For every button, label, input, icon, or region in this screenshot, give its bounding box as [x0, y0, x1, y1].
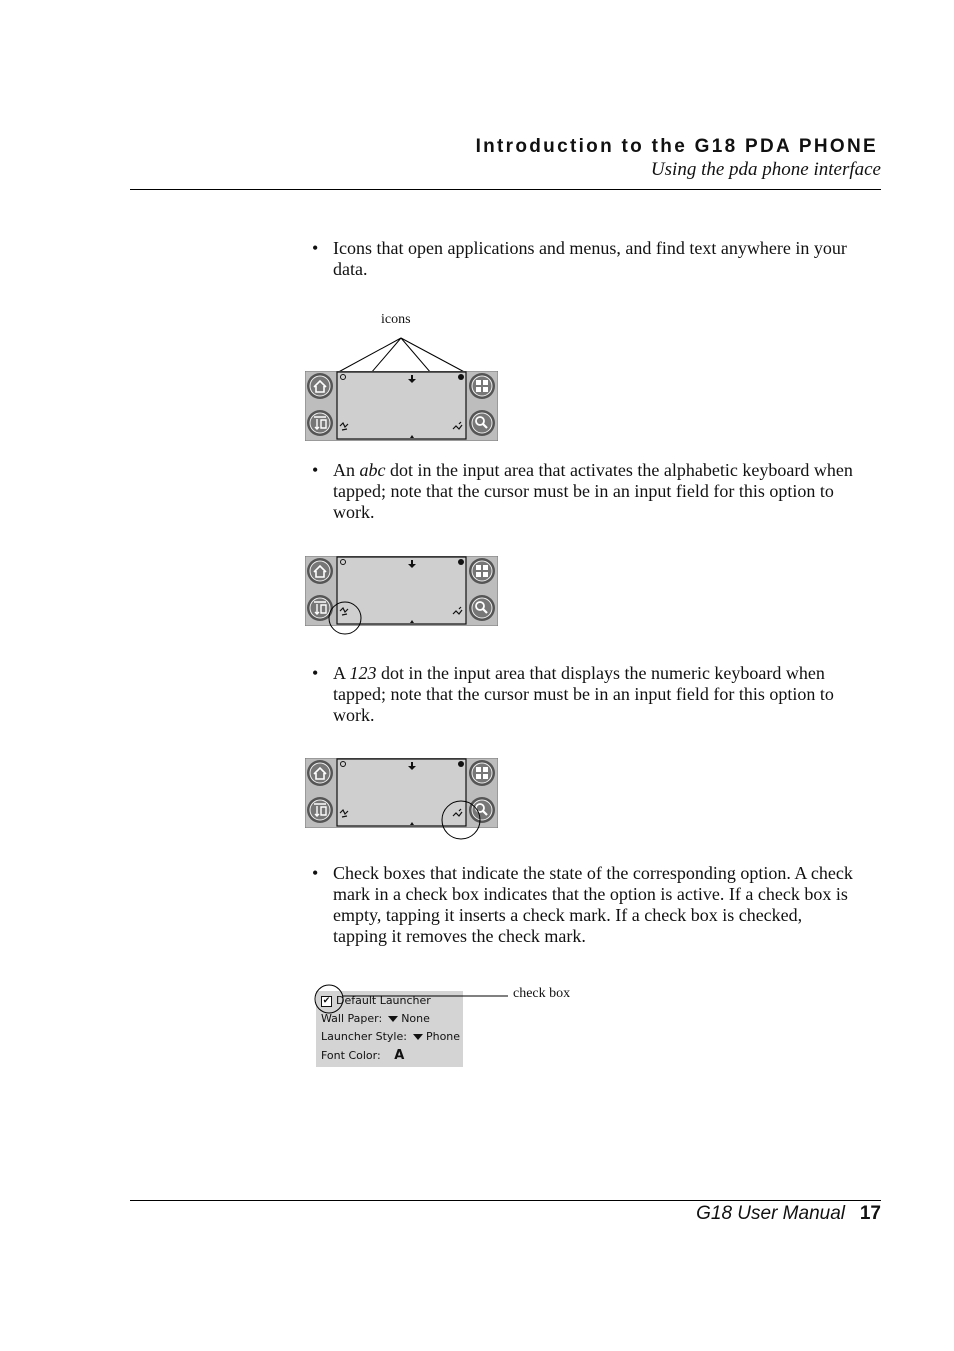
bullet-text-before: An [333, 460, 360, 480]
default-launcher-checkbox[interactable]: ✔ [322, 995, 331, 1006]
find-icon[interactable] [469, 595, 495, 621]
font-color-row [321, 1048, 404, 1063]
home-icon[interactable] [307, 760, 333, 786]
bullet-text-em: abc [359, 460, 386, 480]
launcher-style-row [321, 1030, 460, 1043]
home-icon[interactable] [307, 373, 333, 399]
footer-manual-title: G18 User Manual [696, 1203, 845, 1224]
icons-callout-label: icons [381, 312, 411, 327]
bullet-text-em: 123 [349, 663, 377, 683]
wall-paper-value[interactable]: None [401, 1012, 430, 1025]
bullet-text: Check boxes that indicate the state of the corresponding option. A check mark in a check box indicates that the option is active. If a check box is empty, tapping it inserts a check mark. If a check box is checked, tapping it removes the check mark. [333, 863, 853, 946]
find-icon[interactable] [469, 410, 495, 436]
find-icon[interactable] [469, 797, 495, 823]
font-color-value[interactable]: A [394, 1048, 405, 1063]
bullet-text-after: dot in the input area that activates the alphabetic keyboard when tapped; note that the cursor must be in an input field for this option to work. [333, 460, 853, 522]
bullet-dot: • [312, 238, 319, 258]
bullet-checkbox [312, 863, 857, 947]
wall-paper-row [321, 1012, 430, 1025]
bullet-123 [312, 663, 857, 726]
contrast-icon[interactable] [458, 761, 464, 767]
bullet-dot: • [312, 460, 319, 480]
chapter-title: Introduction to the G18 PDA PHONE [475, 136, 878, 157]
check-box-callout-label: check box [513, 986, 571, 1001]
bullet-icons [312, 238, 857, 280]
footer-rule [130, 1200, 881, 1201]
contrast-icon[interactable] [458, 374, 464, 380]
launcher-style-value[interactable]: Phone [425, 1030, 461, 1043]
menu-icon[interactable] [307, 595, 333, 621]
graffiti-area-figure-2 [305, 556, 498, 626]
dropdown-caret-icon[interactable] [388, 1016, 398, 1022]
calculator-icon[interactable] [469, 760, 495, 786]
font-color-label: Font Color: [321, 1049, 381, 1062]
dropdown-caret-icon[interactable] [413, 1034, 423, 1040]
page-number: 17 [859, 1203, 881, 1224]
section-subtitle: Using the pda phone interface [650, 159, 881, 180]
calculator-icon[interactable] [469, 558, 495, 584]
graffiti-area-figure-3 [305, 758, 498, 828]
calculator-icon[interactable] [469, 373, 495, 399]
launcher-style-label: Launcher Style: [321, 1030, 407, 1043]
bullet-dot: • [312, 663, 319, 683]
wall-paper-label: Wall Paper: [321, 1012, 383, 1025]
bullet-text-after: dot in the input area that displays the numeric keyboard when tapped; note that the cursor must be in an input field for this option to work. [333, 663, 834, 725]
bullet-abc [312, 460, 857, 523]
default-launcher-label: Default Launcher [336, 994, 431, 1007]
home-icon[interactable] [307, 558, 333, 584]
contrast-icon[interactable] [458, 559, 464, 565]
bullet-text: Icons that open applications and menus, and find text anywhere in your data. [333, 238, 847, 279]
graffiti-area-figure-1 [305, 371, 498, 441]
bullet-text-before: A [333, 663, 350, 683]
launcher-preferences-panel [316, 991, 463, 1067]
menu-icon[interactable] [307, 410, 333, 436]
menu-icon[interactable] [307, 797, 333, 823]
default-launcher-row[interactable] [321, 994, 431, 1007]
header-rule [130, 189, 881, 190]
bullet-dot: • [312, 863, 319, 883]
